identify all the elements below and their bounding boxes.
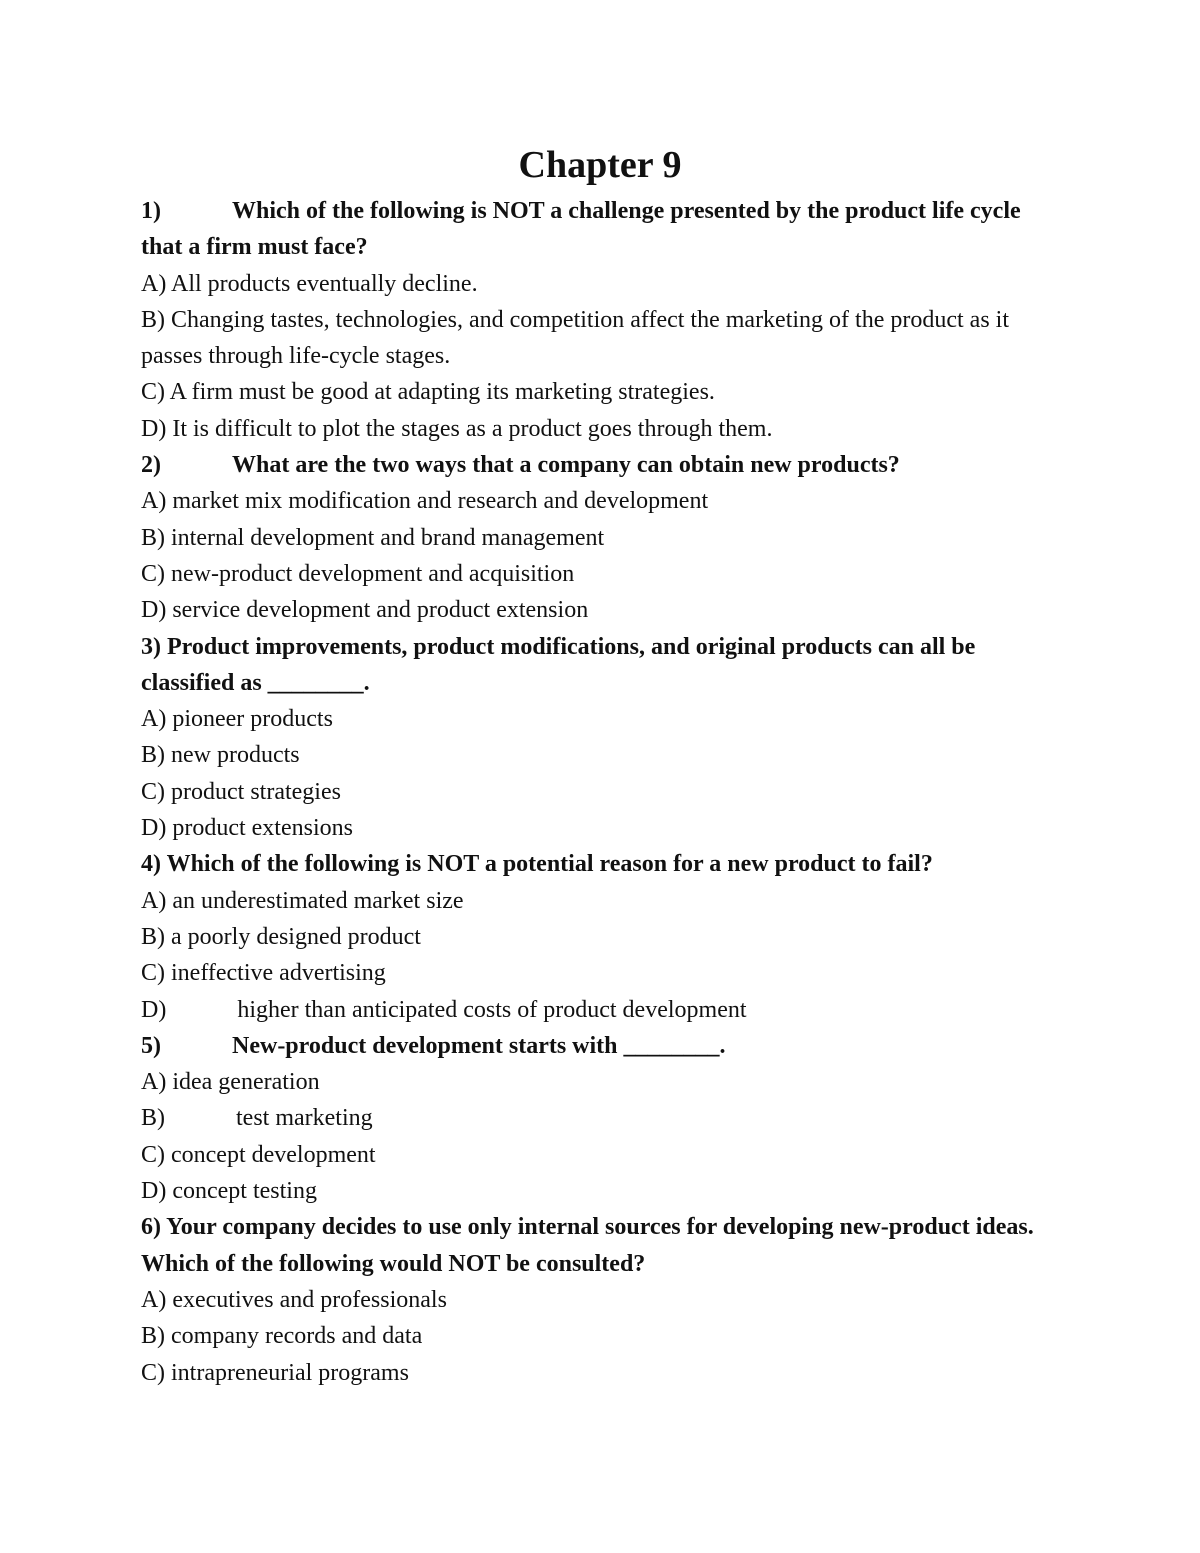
- question-1-number: 1): [141, 198, 161, 224]
- question-6-option-a: A) executives and professionals: [141, 1286, 447, 1313]
- question-3-text: Product improvements, product modifications, and original products can all be classified as ________.: [141, 633, 976, 696]
- question-2: [141, 447, 1061, 628]
- question-4-option-a: A) an underestimated market size: [141, 887, 464, 914]
- question-4-option-d: [141, 992, 1061, 1028]
- question-2-option-b: B) internal development and brand management: [141, 524, 605, 551]
- question-5-option-b: [141, 1100, 1061, 1136]
- question-3-option-d: D) product extensions: [141, 815, 353, 842]
- question-1-option-b: B) Changing tastes, technologies, and competition affect the marketing of the product as it passes through life-cycle stages.: [141, 306, 1009, 370]
- question-5-stem: [141, 1028, 1061, 1064]
- question-4-number: 4): [141, 851, 161, 878]
- question-6-number: 6): [141, 1214, 161, 1241]
- question-5: [141, 1028, 1061, 1209]
- question-2-option-d: D) service development and product extension: [141, 597, 589, 624]
- question-3-option-b: B) new products: [141, 742, 300, 769]
- question-3-option-c: C) product strategies: [141, 778, 341, 805]
- question-6-stem: [141, 1209, 1061, 1282]
- question-1-text: Which of the following is NOT a challenge presented by the product life cycle that a firm must face?: [141, 198, 1021, 261]
- question-4-option-c: C) ineffective advertising: [141, 960, 386, 987]
- question-5-text: New-product development starts with ________.: [232, 1032, 726, 1059]
- question-5-option-a: A) idea generation: [141, 1069, 320, 1096]
- question-3-stem: [141, 629, 1061, 702]
- question-4: [141, 846, 1061, 1027]
- question-1: [141, 193, 1061, 447]
- question-6-text: Your company decides to use only internal sources for developing new-product ideas. Which of the following would NOT be consulted?: [141, 1214, 1034, 1277]
- question-4-stem: [141, 846, 1061, 882]
- question-6-option-c: C) intrapreneurial programs: [141, 1359, 409, 1386]
- question-4-option-d-letter: D): [141, 996, 167, 1023]
- question-2-option-a: A) market mix modification and research and development: [141, 488, 709, 515]
- question-2-stem: [141, 447, 1061, 483]
- question-5-number: 5): [141, 1032, 161, 1059]
- question-list: [141, 193, 1061, 1391]
- question-2-number: 2): [141, 452, 161, 479]
- question-4-option-d-text: higher than anticipated costs of product development: [237, 996, 747, 1023]
- question-1-option-c: C) A firm must be good at adapting its marketing strategies.: [141, 379, 715, 406]
- chapter-title: Chapter 9: [518, 144, 682, 186]
- question-1-option-a: A) All products eventually decline.: [141, 270, 478, 297]
- question-3: [141, 629, 1061, 847]
- question-6-option-b: B) company records and data: [141, 1323, 423, 1350]
- question-1-stem: [141, 193, 1061, 266]
- question-4-text: Which of the following is NOT a potential reason for a new product to fail?: [166, 851, 933, 878]
- question-5-option-b-letter: B): [141, 1105, 165, 1132]
- question-1-option-d: D) It is difficult to plot the stages as a product goes through them.: [141, 415, 773, 442]
- question-3-option-a: A) pioneer products: [141, 706, 333, 733]
- question-3-number: 3): [141, 633, 161, 660]
- question-4-option-b: B) a poorly designed product: [141, 923, 421, 950]
- question-5-option-c: C) concept development: [141, 1141, 376, 1168]
- question-5-option-d: D) concept testing: [141, 1178, 317, 1205]
- question-5-option-b-text: test marketing: [236, 1105, 373, 1132]
- question-2-text: What are the two ways that a company can obtain new products?: [232, 452, 900, 479]
- question-2-option-c: C) new-product development and acquisition: [141, 560, 575, 587]
- question-6: [141, 1209, 1061, 1390]
